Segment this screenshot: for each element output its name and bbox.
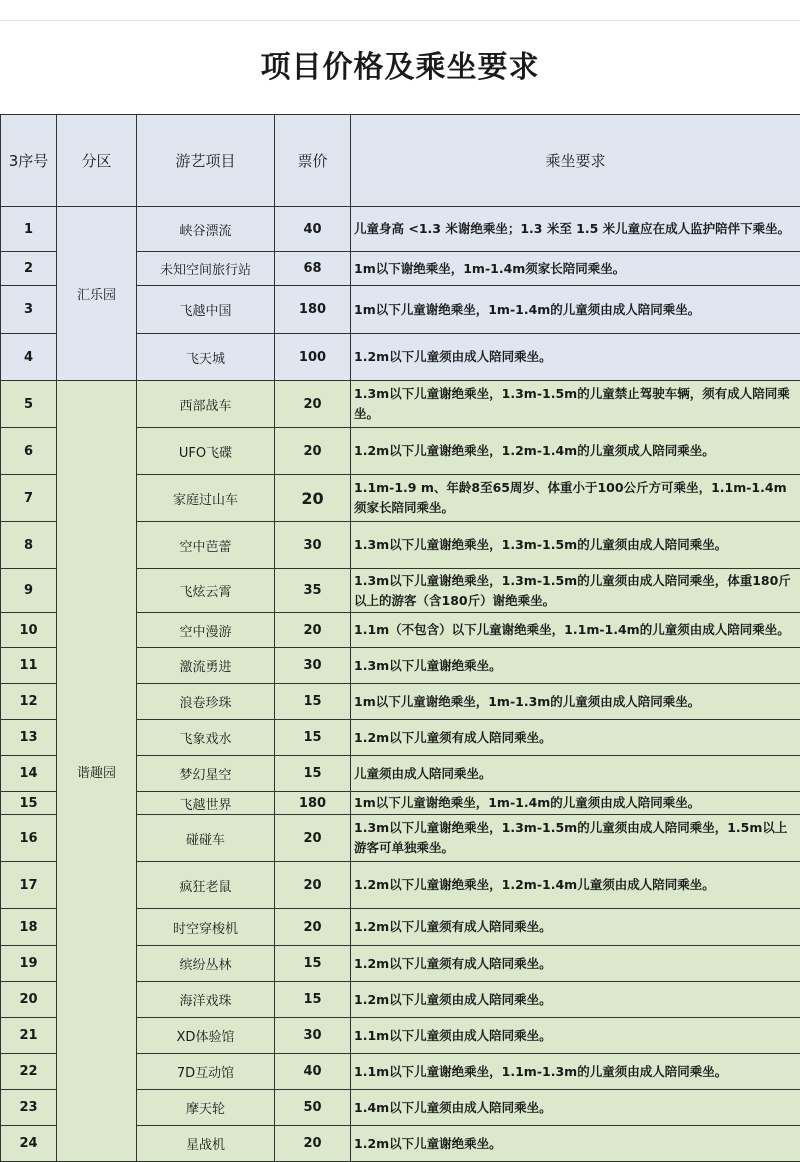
ticket-price: 15 bbox=[275, 756, 351, 792]
ride-requirement: 儿童身高 <1.3 米谢绝乘坐；1.3 米至 1.5 米儿童应在成人监护陪伴下乘坐。 bbox=[351, 207, 800, 252]
ticket-price: 20 bbox=[275, 475, 351, 522]
ticket-price: 20 bbox=[275, 613, 351, 648]
ride-requirement: 1.1m以下儿童谢绝乘坐，1.1m-1.3m的儿童须由成人陪同乘坐。 bbox=[351, 1054, 800, 1090]
zone-cell: 汇乐园 bbox=[57, 207, 137, 381]
ride-requirement: 1m以下儿童谢绝乘坐，1m-1.4m的儿童须由成人陪同乘坐。 bbox=[351, 792, 800, 815]
ride-requirement: 1.1m-1.9 m、年龄8至65周岁、体重小于100公斤方可乘坐，1.1m-1.4m须家长陪同乘坐。 bbox=[351, 475, 800, 522]
row-number: 2 bbox=[1, 252, 57, 286]
ride-requirement: 1.2m以下儿童须有成人陪同乘坐。 bbox=[351, 720, 800, 756]
row-number: 23 bbox=[1, 1090, 57, 1126]
price-table-container bbox=[0, 114, 800, 1162]
header-zone: 分区 bbox=[57, 115, 137, 207]
ride-requirement: 1.2m以下儿童须有成人陪同乘坐。 bbox=[351, 909, 800, 946]
row-number: 14 bbox=[1, 756, 57, 792]
row-number: 5 bbox=[1, 381, 57, 428]
ride-name: 飞炫云霄 bbox=[137, 569, 275, 613]
ride-requirement: 1.3m以下儿童谢绝乘坐。 bbox=[351, 648, 800, 684]
ride-name: 摩天轮 bbox=[137, 1090, 275, 1126]
ride-requirement: 1.4m以下儿童须由成人陪同乘坐。 bbox=[351, 1090, 800, 1126]
ticket-price: 100 bbox=[275, 334, 351, 381]
row-number: 9 bbox=[1, 569, 57, 613]
top-divider bbox=[0, 0, 800, 21]
row-number: 20 bbox=[1, 982, 57, 1018]
ride-name: 家庭过山车 bbox=[137, 475, 275, 522]
ride-requirement: 儿童须由成人陪同乘坐。 bbox=[351, 756, 800, 792]
ride-name: 激流勇进 bbox=[137, 648, 275, 684]
row-number: 19 bbox=[1, 946, 57, 982]
ride-name: 飞越世界 bbox=[137, 792, 275, 815]
ride-name: 海洋戏珠 bbox=[137, 982, 275, 1018]
table-row bbox=[1, 207, 800, 252]
row-number: 12 bbox=[1, 684, 57, 720]
ride-name: 飞越中国 bbox=[137, 286, 275, 334]
ride-name: 疯狂老鼠 bbox=[137, 862, 275, 909]
ride-name: 飞象戏水 bbox=[137, 720, 275, 756]
ride-name: XD体验馆 bbox=[137, 1018, 275, 1054]
ride-name: 时空穿梭机 bbox=[137, 909, 275, 946]
header-price: 票价 bbox=[275, 115, 351, 207]
ride-requirement: 1m以下儿童谢绝乘坐，1m-1.4m的儿童须由成人陪同乘坐。 bbox=[351, 286, 800, 334]
ride-requirement: 1m以下谢绝乘坐，1m-1.4m须家长陪同乘坐。 bbox=[351, 252, 800, 286]
ride-name: 飞天城 bbox=[137, 334, 275, 381]
row-number: 18 bbox=[1, 909, 57, 946]
row-number: 4 bbox=[1, 334, 57, 381]
ticket-price: 15 bbox=[275, 684, 351, 720]
header-requirement: 乘坐要求 bbox=[351, 115, 800, 207]
ticket-price: 180 bbox=[275, 792, 351, 815]
ride-requirement: 1.3m以下儿童谢绝乘坐，1.3m-1.5m的儿童禁止驾驶车辆，须有成人陪同乘坐。 bbox=[351, 381, 800, 428]
ride-requirement: 1.2m以下儿童须有成人陪同乘坐。 bbox=[351, 946, 800, 982]
ticket-price: 40 bbox=[275, 207, 351, 252]
row-number: 3 bbox=[1, 286, 57, 334]
table-header-row bbox=[1, 115, 800, 207]
row-number: 8 bbox=[1, 522, 57, 569]
ride-requirement: 1.3m以下儿童谢绝乘坐，1.3m-1.5m的儿童须由成人陪同乘坐，体重180斤以上的游客（含180斤）谢绝乘坐。 bbox=[351, 569, 800, 613]
row-number: 17 bbox=[1, 862, 57, 909]
ticket-price: 30 bbox=[275, 522, 351, 569]
ticket-price: 15 bbox=[275, 982, 351, 1018]
ride-requirement: 1.2m以下儿童谢绝乘坐，1.2m-1.4m儿童须由成人陪同乘坐。 bbox=[351, 862, 800, 909]
ride-name: 缤纷丛林 bbox=[137, 946, 275, 982]
row-number: 13 bbox=[1, 720, 57, 756]
row-number: 7 bbox=[1, 475, 57, 522]
ride-name: 未知空间旅行站 bbox=[137, 252, 275, 286]
ride-requirement: 1m以下儿童谢绝乘坐，1m-1.3m的儿童须由成人陪同乘坐。 bbox=[351, 684, 800, 720]
ticket-price: 50 bbox=[275, 1090, 351, 1126]
zone-cell: 谐趣园 bbox=[57, 381, 137, 1162]
row-number: 10 bbox=[1, 613, 57, 648]
ticket-price: 180 bbox=[275, 286, 351, 334]
ride-name: 碰碰车 bbox=[137, 815, 275, 862]
ride-requirement: 1.2m以下儿童须由成人陪同乘坐。 bbox=[351, 982, 800, 1018]
ticket-price: 20 bbox=[275, 381, 351, 428]
ride-name: 星战机 bbox=[137, 1126, 275, 1162]
row-number: 1 bbox=[1, 207, 57, 252]
page-title: 项目价格及乘坐要求 bbox=[0, 42, 800, 86]
ride-name: 梦幻星空 bbox=[137, 756, 275, 792]
ticket-price: 15 bbox=[275, 946, 351, 982]
row-number: 16 bbox=[1, 815, 57, 862]
ride-name: 空中芭蕾 bbox=[137, 522, 275, 569]
table-row bbox=[1, 381, 800, 428]
ride-requirement: 1.3m以下儿童谢绝乘坐，1.3m-1.5m的儿童须由成人陪同乘坐。 bbox=[351, 522, 800, 569]
ticket-price: 20 bbox=[275, 909, 351, 946]
header-no: 3序号 bbox=[1, 115, 57, 207]
ride-name: 峡谷漂流 bbox=[137, 207, 275, 252]
ride-requirement: 1.2m以下儿童谢绝乘坐。 bbox=[351, 1126, 800, 1162]
ticket-price: 20 bbox=[275, 815, 351, 862]
ride-name: 空中漫游 bbox=[137, 613, 275, 648]
row-number: 22 bbox=[1, 1054, 57, 1090]
ticket-price: 30 bbox=[275, 1018, 351, 1054]
row-number: 21 bbox=[1, 1018, 57, 1054]
row-number: 15 bbox=[1, 792, 57, 815]
ride-name: 7D互动馆 bbox=[137, 1054, 275, 1090]
ride-requirement: 1.2m以下儿童谢绝乘坐，1.2m-1.4m的儿童须成人陪同乘坐。 bbox=[351, 428, 800, 475]
ride-requirement: 1.1m以下儿童须由成人陪同乘坐。 bbox=[351, 1018, 800, 1054]
ticket-price: 20 bbox=[275, 1126, 351, 1162]
row-number: 6 bbox=[1, 428, 57, 475]
row-number: 24 bbox=[1, 1126, 57, 1162]
ride-name: 西部战车 bbox=[137, 381, 275, 428]
ride-name: UFO飞碟 bbox=[137, 428, 275, 475]
ticket-price: 20 bbox=[275, 862, 351, 909]
ticket-price: 30 bbox=[275, 648, 351, 684]
price-table bbox=[0, 114, 800, 1162]
header-ride: 游艺项目 bbox=[137, 115, 275, 207]
ride-requirement: 1.1m（不包含）以下儿童谢绝乘坐，1.1m-1.4m的儿童须由成人陪同乘坐。 bbox=[351, 613, 800, 648]
ticket-price: 40 bbox=[275, 1054, 351, 1090]
ticket-price: 20 bbox=[275, 428, 351, 475]
row-number: 11 bbox=[1, 648, 57, 684]
ticket-price: 15 bbox=[275, 720, 351, 756]
ticket-price: 68 bbox=[275, 252, 351, 286]
ride-name: 浪卷珍珠 bbox=[137, 684, 275, 720]
ride-requirement: 1.2m以下儿童须由成人陪同乘坐。 bbox=[351, 334, 800, 381]
ride-requirement: 1.3m以下儿童谢绝乘坐，1.3m-1.5m的儿童须由成人陪同乘坐，1.5m以上游客可单独乘坐。 bbox=[351, 815, 800, 862]
ticket-price: 35 bbox=[275, 569, 351, 613]
